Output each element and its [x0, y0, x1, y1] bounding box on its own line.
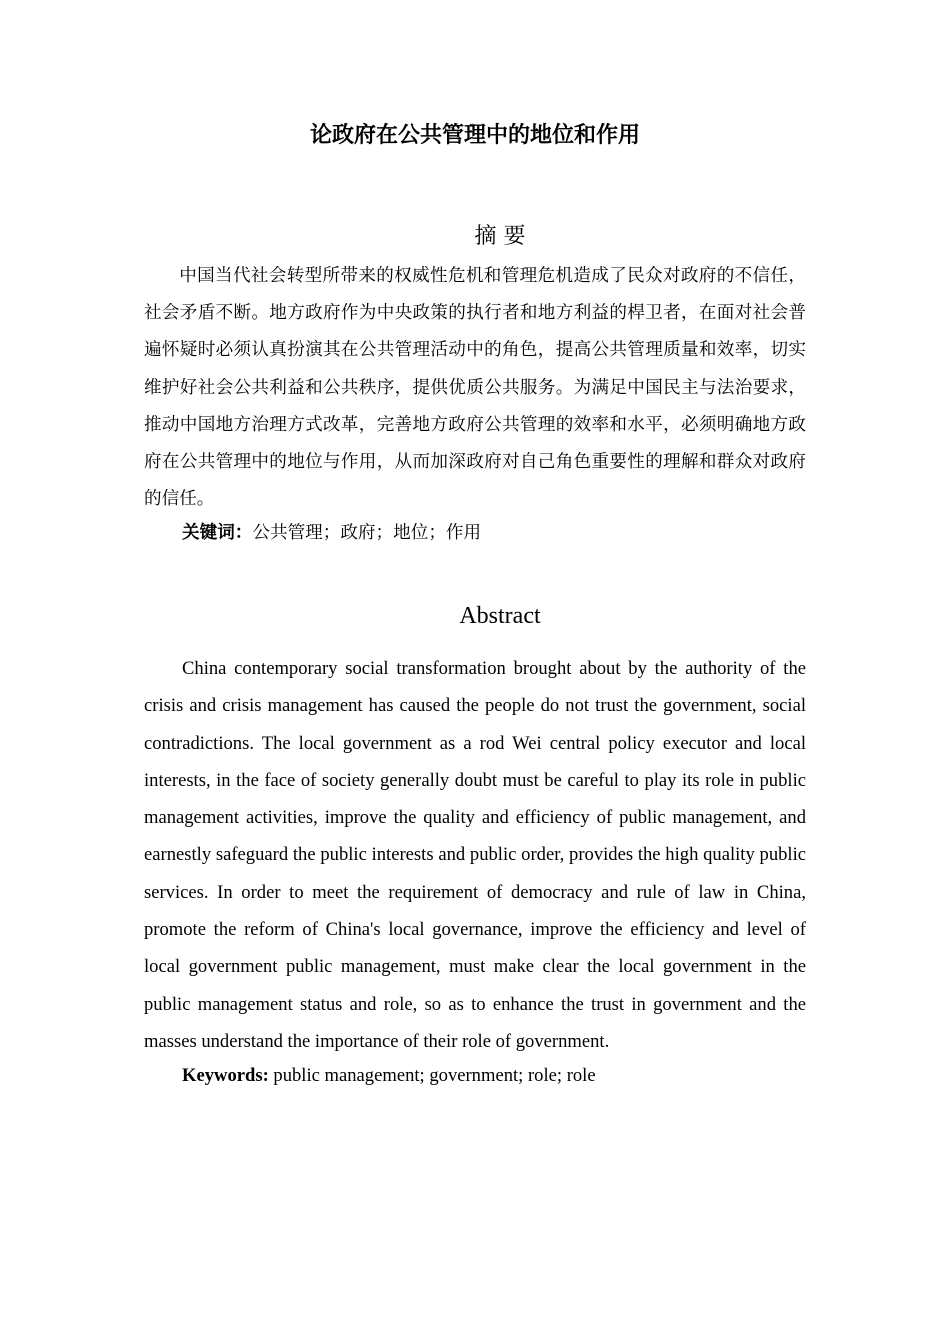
cn-abstract-heading: 摘 要: [474, 224, 526, 249]
cn-abstract-body: 中国当代社会转型所带来的权威性危机和管理危机造成了民众对政府的不信任，社会矛盾不断。地方政府作为中央政策的执行者和地方利益的桿卫者，在面对社会普遍怀疑时必须认真扮演其在公共管理活动中的角色，提高公共管理质量和效率，切实维护好社会公共利益和公共秩序，提供优质公共服务。为满足中国民主与法治要求，推动中国地方治理方式改革，完善地方政府公共管理的效率和水平，必须明确地方政府在公共管理中的地位与作用，从而加深政府对自己角色重要性的理解和群众对政府的信任。: [144, 266, 806, 510]
en-keywords-value: public management; government; role; role: [268, 1065, 596, 1086]
en-abstract-body: China contemporary social transformation brought about by the authority of the crisis and crisis management has caused the people do not trust the government, social contradictions. The local government as a rod Wei central policy executor and local interests, in the face of society generally doubt must be careful to play its role in public management activities, improve the quality and efficiency of public management, and earnestly safeguard the public interests and public order, provides the high quality public services. In order to meet the requirement of democracy and rule of law in China, promote the reform of China's local governance, improve the efficiency and level of local government public management, must make clear the local government in the public management status and role, so as to enhance the trust in government and the masses understand the importance of their role of government.: [144, 658, 806, 1052]
cn-keywords-value: 公共管理；政府；地位；作用: [252, 523, 482, 543]
document-title: 论政府在公共管理中的地位和作用: [309, 123, 640, 148]
en-keywords-line: [182, 1060, 596, 1092]
cn-keywords-label: 关键词：: [182, 523, 253, 543]
en-abstract-heading: Abstract: [459, 603, 541, 629]
en-keywords-label: Keywords:: [182, 1065, 269, 1086]
cn-keywords-line: [182, 516, 481, 550]
